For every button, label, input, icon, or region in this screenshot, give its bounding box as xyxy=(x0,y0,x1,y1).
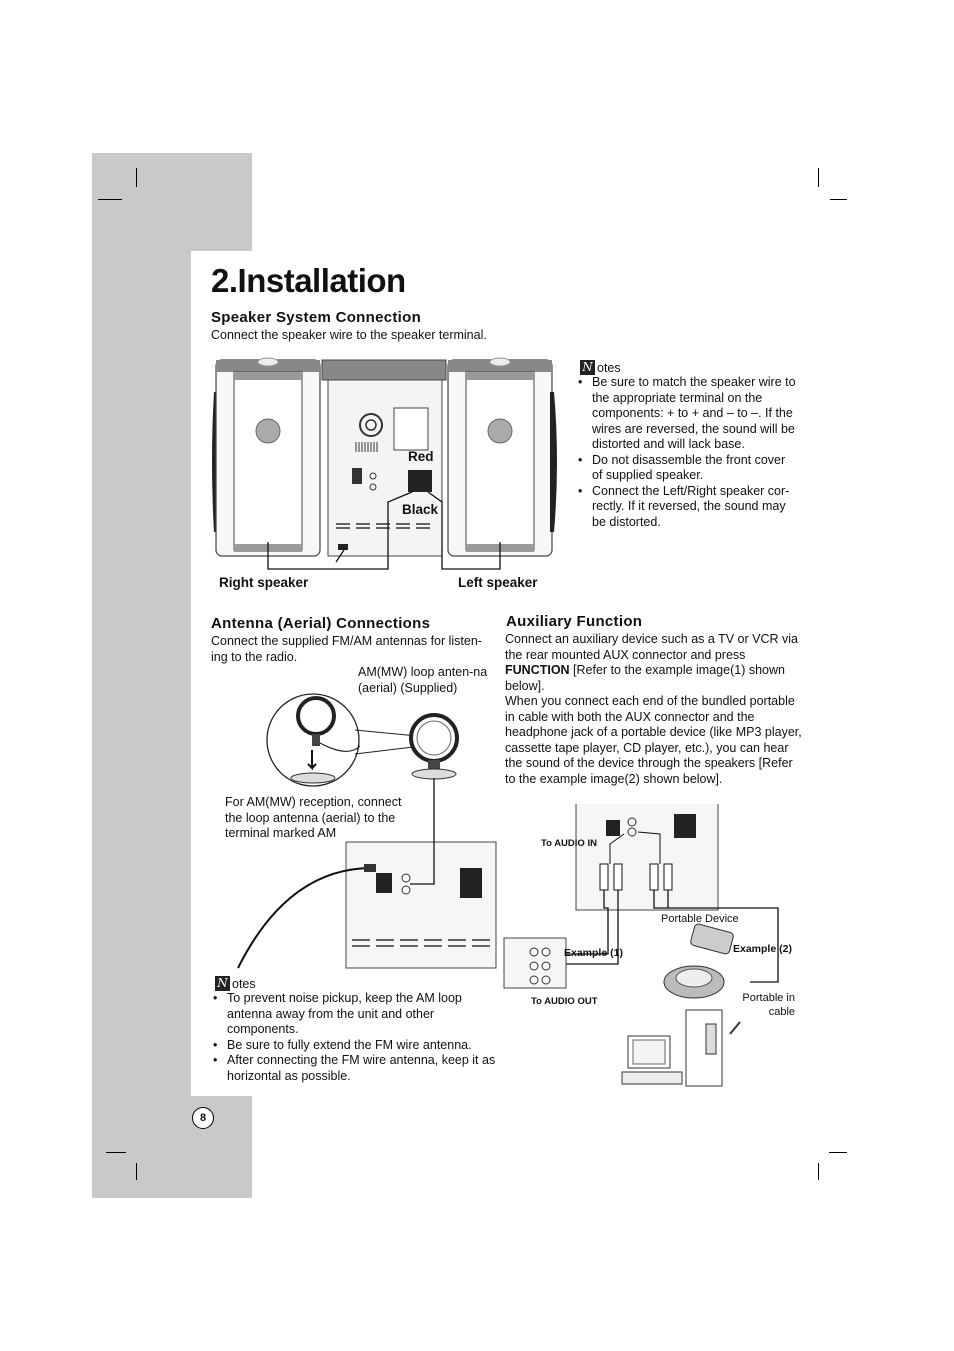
aux-para1-post: [Refer to the example image(1) shown below]. xyxy=(505,663,785,693)
label-black: Black xyxy=(402,502,439,517)
antenna-notes-header xyxy=(215,976,256,991)
list-item: • Do not disassemble the front cover of supplied speaker. xyxy=(577,453,799,484)
aux-heading: Auxiliary Function xyxy=(506,613,643,630)
label-example-1: Example (1) xyxy=(564,947,623,959)
list-item: • To prevent noise pickup, keep the AM loop antenna away from the unit and other components. xyxy=(212,991,496,1038)
margin-band-top xyxy=(92,153,252,251)
am-loop-label: AM(MW) loop anten-na (aerial) (Supplied) xyxy=(358,665,488,695)
label-to-audio-in: To AUDIO IN xyxy=(541,838,597,849)
label-example-2: Example (2) xyxy=(733,943,792,955)
crop-mark xyxy=(829,1152,847,1153)
aux-para2: When you connect each end of the bundled portable in cable with both the AUX connector and the headphone jack of a portable device (like MP3 player, cassette tape player, CD player, etc.), you can hear the sound of the device through the speakers [Refer to the example image(2) shown below]. xyxy=(505,694,802,786)
page-number: 8 xyxy=(192,1107,214,1129)
antenna-notes-title: otes xyxy=(232,976,256,991)
crop-mark xyxy=(106,1152,126,1153)
aux-para1-bold: FUNCTION xyxy=(505,663,570,677)
note-icon: N xyxy=(215,976,230,991)
am-reception-text: For AM(MW) reception, connect the loop antenna (aerial) to the terminal marked AM xyxy=(225,795,402,840)
note-icon: N xyxy=(580,360,595,375)
list-item: • Connect the Left/Right speaker cor-rectly. If it reversed, the sound may be distorted. xyxy=(577,484,799,531)
right-speaker-illustration xyxy=(212,358,320,556)
label-left-speaker: Left speaker xyxy=(458,575,538,590)
label-portable-cable: Portable in cable xyxy=(742,992,795,1018)
speaker-connection-diagram xyxy=(208,352,564,574)
speaker-notes-header xyxy=(580,360,621,375)
list-item: • Be sure to match the speaker wire to the appropriate terminal on the components: + to + and – to –. If the wires are reversed, the sound will be distorted and will lack base. xyxy=(577,375,799,453)
antenna-heading: Antenna (Aerial) Connections xyxy=(211,615,431,632)
margin-band-bottom xyxy=(92,1096,252,1198)
label-to-audio-out: To AUDIO OUT xyxy=(531,996,598,1007)
left-speaker-illustration xyxy=(448,358,557,556)
aux-para1-pre: Connect an auxiliary device such as a TV or VCR via the rear mounted AUX connector and press xyxy=(505,632,798,662)
list-item: • Be sure to fully extend the FM wire antenna. xyxy=(212,1038,496,1054)
crop-mark xyxy=(818,1163,819,1180)
list-item: • After connecting the FM wire antenna, keep it as horizontal as possible. xyxy=(212,1053,496,1084)
speaker-notes-list xyxy=(577,375,799,530)
speaker-notes-title: otes xyxy=(597,360,621,375)
label-portable-device: Portable Device xyxy=(661,913,739,925)
speaker-heading: Speaker System Connection xyxy=(211,309,422,326)
page-title: 2.Installation xyxy=(211,262,406,299)
crop-mark xyxy=(830,199,847,200)
label-red: Red xyxy=(408,449,434,464)
aux-description xyxy=(505,632,803,787)
speaker-intro: Connect the speaker wire to the speaker terminal. xyxy=(211,328,487,342)
crop-mark xyxy=(136,168,137,187)
antenna-intro: Connect the supplied FM/AM antennas for listen-ing to the radio. xyxy=(211,634,482,664)
margin-band-left xyxy=(92,251,191,1096)
crop-mark xyxy=(136,1163,137,1180)
label-right-speaker: Right speaker xyxy=(219,575,309,590)
crop-mark xyxy=(98,199,122,200)
antenna-notes-list xyxy=(212,991,496,1084)
crop-mark xyxy=(818,168,819,187)
